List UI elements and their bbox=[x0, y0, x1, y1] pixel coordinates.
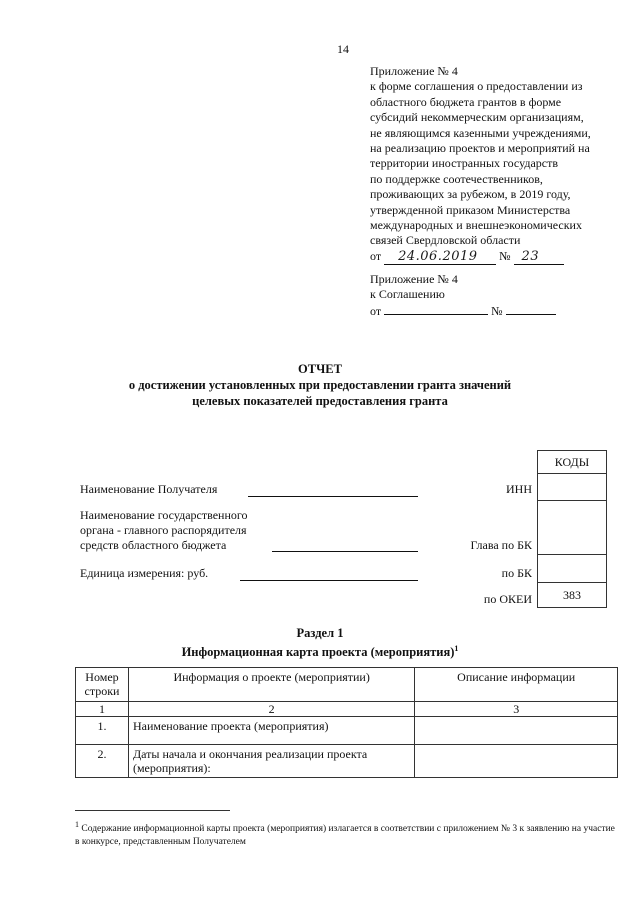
codes-header: КОДЫ bbox=[538, 451, 607, 474]
footnote bbox=[75, 818, 615, 849]
okei-label: по ОКЕИ bbox=[483, 592, 532, 606]
date-prefix: от bbox=[370, 248, 382, 263]
table-row bbox=[76, 745, 618, 778]
footnote-marker: 1 bbox=[75, 820, 79, 829]
inn-code-cell[interactable] bbox=[538, 474, 607, 501]
appendix-line: на реализацию проектов и мероприятий на bbox=[370, 141, 590, 156]
codes-table bbox=[537, 450, 607, 608]
appendix-line: территории иностранных государств bbox=[370, 156, 559, 171]
appendix-date-line bbox=[370, 249, 620, 265]
appendix-line: Приложение № 4 bbox=[370, 64, 458, 78]
section-title: Раздел 1 bbox=[296, 626, 344, 640]
row-description[interactable] bbox=[415, 745, 618, 778]
agreement-number-blank[interactable] bbox=[506, 303, 556, 315]
number-prefix: № bbox=[491, 303, 503, 318]
glava-bk-label: Глава по БК bbox=[470, 538, 532, 552]
header-description: Описание информации bbox=[415, 668, 618, 702]
number-prefix: № bbox=[499, 248, 511, 263]
appendix-header bbox=[370, 64, 620, 265]
bk-code-cell[interactable] bbox=[538, 555, 607, 583]
appendix-line: связей Свердловской области bbox=[370, 233, 521, 248]
appendix-line: по поддержке соотечественников, bbox=[370, 171, 543, 186]
table-row bbox=[76, 717, 618, 745]
row-number: 2. bbox=[76, 745, 129, 778]
agreement-date-line bbox=[370, 303, 556, 319]
appendix-line: проживающих за рубежом, в 2019 году, bbox=[370, 187, 571, 202]
page-number: 14 bbox=[337, 42, 349, 56]
column-number: 2 bbox=[128, 702, 414, 717]
inn-label: ИНН bbox=[506, 482, 532, 496]
authority-label: средств областного бюджета bbox=[80, 538, 227, 552]
section-subtitle-wrap bbox=[0, 641, 640, 660]
row-info: Даты начала и окончания реализации проекта (мероприятия): bbox=[128, 745, 414, 778]
header-project-info: Информация о проекте (мероприятии) bbox=[128, 668, 414, 702]
unit-blank[interactable] bbox=[240, 580, 418, 581]
report-subtitle: целевых показателей предоставления гранта bbox=[192, 394, 448, 408]
authority-name-blank[interactable] bbox=[272, 551, 418, 552]
handwritten-date: 24.06.2019 bbox=[398, 248, 478, 264]
footnote-divider bbox=[75, 810, 230, 811]
appendix-line: областного бюджета грантов в форме bbox=[370, 94, 562, 109]
handwritten-number: 23 bbox=[521, 248, 540, 264]
row-info: Наименование проекта (мероприятия) bbox=[128, 717, 414, 745]
appendix-line: к форме соглашения о предоставлении из bbox=[370, 79, 583, 94]
row-description[interactable] bbox=[415, 717, 618, 745]
agreement-appendix bbox=[370, 272, 556, 319]
agreement-date-blank[interactable] bbox=[384, 303, 488, 315]
header-row-number: Номер строки bbox=[76, 668, 129, 702]
footnote-ref: 1 bbox=[454, 644, 459, 653]
glava-bk-code-cell[interactable] bbox=[538, 501, 607, 555]
unit-label: Единица измерения: руб. bbox=[80, 566, 209, 580]
info-table bbox=[75, 667, 618, 778]
report-title: ОТЧЕТ bbox=[298, 362, 342, 376]
authority-label: Наименование государственного bbox=[80, 508, 248, 522]
handwritten-date-field bbox=[384, 249, 496, 265]
agreement-line: к Соглашению bbox=[370, 287, 445, 302]
footnote-text: Содержание информационной карты проекта (мероприятия) излагается в соответствии с приложением № 3 к заявлению на участие в конкурсе, представленным Получателем bbox=[75, 824, 615, 848]
agreement-line: Приложение № 4 bbox=[370, 272, 458, 286]
date-prefix: от bbox=[370, 303, 382, 318]
okei-code-cell: 383 bbox=[538, 583, 607, 608]
section-subtitle: Информационная карта проекта (мероприятия) bbox=[181, 645, 455, 660]
appendix-line: утвержденной приказом Министерства bbox=[370, 202, 571, 217]
authority-label: органа - главного распорядителя bbox=[80, 523, 247, 537]
recipient-label: Наименование Получателя bbox=[80, 482, 218, 496]
bk-label: по БК bbox=[501, 566, 532, 580]
appendix-line: международных и внешнеэкономических bbox=[370, 218, 582, 233]
appendix-line: субсидий некоммерческим организациям, bbox=[370, 110, 584, 125]
handwritten-number-field bbox=[514, 249, 564, 265]
recipient-name-blank[interactable] bbox=[248, 496, 418, 497]
column-number: 3 bbox=[415, 702, 618, 717]
column-number: 1 bbox=[76, 702, 129, 717]
report-subtitle: о достижении установленных при предоставлении гранта значений bbox=[128, 378, 512, 392]
appendix-line: не являющимся казенными учреждениями, bbox=[370, 125, 591, 140]
row-number: 1. bbox=[76, 717, 129, 745]
